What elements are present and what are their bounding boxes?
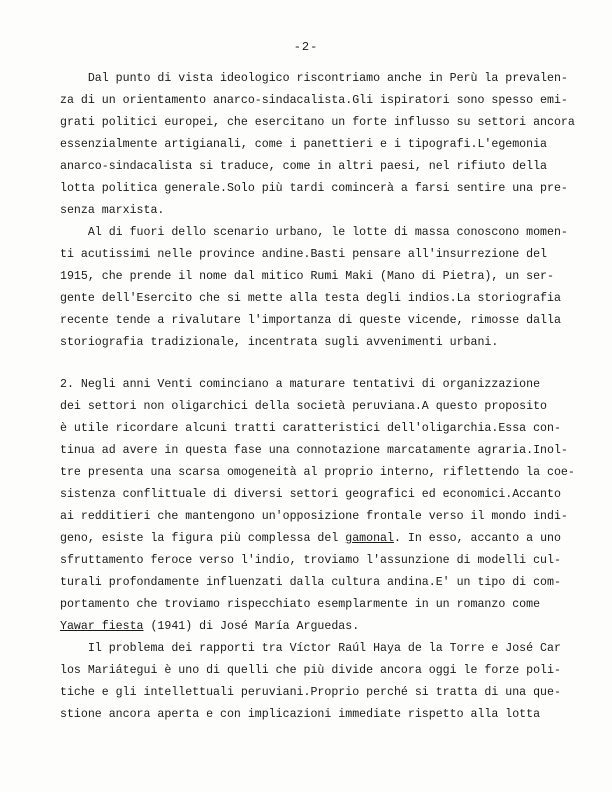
text-line: Il problema dei rapporti tra Víctor Raúl Haya de la Torre e José Car [60,642,561,655]
page-number: -2- [293,40,319,54]
text-line: tinua ad avere in questa fase una connotazione marcatamente agraria.Inol- [60,444,568,457]
text-line: 2. Negli anni Venti cominciano a maturare tentativi di organizzazione [60,378,541,391]
text-line: stione ancora aperta e con implicazioni immediate rispetto alla lotta [60,708,541,721]
text-line: ti acutissimi nelle province andine.Basti pensare all'insurrezione del [60,248,548,261]
text-line: turali profondamente influenzati dalla cultura andina.E' un tipo di com- [60,576,561,589]
text-line: senza marxista. [60,204,165,217]
text-line: tiche e gli intellettuali peruviani.Proprio perché si tratta di una que- [60,686,561,699]
text-line: Dal punto di vista ideologico riscontriamo anche in Perù la prevalen- [60,72,568,85]
text-line: Al di fuori dello scenario urbano, le lotte di massa conoscono momen- [60,226,568,239]
text-line: za di un orientamento anarco-sindacalista.Gli ispiratori sono spesso emi- [60,94,568,107]
text-line: essenzialmente artigianali, come i panettieri e i tipografi.L'egemonia [60,138,548,151]
underlined-term: gamonal [345,532,394,545]
text-line: portamento che troviamo rispecchiato esemplarmente in un romanzo come [60,598,541,611]
text-line: sfruttamento feroce verso l'indio, troviamo l'assunzione di modelli cul- [60,554,561,567]
text-line: gente dell'Esercito che si mette alla testa degli indios.La storiografia [60,292,561,305]
text-line: grati politici europei, che esercitano un forte influsso su settori ancora [60,116,575,129]
text-line: dei settori non oligarchici della società peruviana.A questo proposito [60,400,548,413]
text-line: Yawar fiesta (1941) di José María Arguedas. [60,620,360,633]
text-line: storiografia tradizionale, incentrata sugli avvenimenti urbani. [60,336,499,349]
text-line: è utile ricordare alcuni tratti caratteristici dell'oligarchia.Essa con- [60,422,561,435]
text-line: geno, esiste la figura più complessa del gamonal. In esso, accanto a uno [60,532,561,545]
text-line: lotta politica generale.Solo più tardi comincerà a farsi sentire una pre- [60,182,568,195]
text-line: ai redditieri che mantengono un'opposizione frontale verso il mondo indi- [60,510,568,523]
text-line: los Mariátegui è uno di quelli che più divide ancora oggi le forze poli- [60,664,561,677]
underlined-term: Yawar fiesta [60,620,144,633]
text-line: anarco-sindacalista si traduce, come in altri paesi, nel rifiuto della [60,160,548,173]
text-line: sistenza conflittuale di diversi settori geografici ed economici.Accanto [60,488,561,501]
text-line: 1915, che prende il nome dal mitico Rumi Maki (Mano di Pietra), un ser- [60,270,554,283]
text-line: tre presenta una scarsa omogeneità al proprio interno, riflettendo la coe- [60,466,575,479]
text-line: recente tende a rivalutare l'importanza di queste vicende, rimosse dalla [60,314,561,327]
